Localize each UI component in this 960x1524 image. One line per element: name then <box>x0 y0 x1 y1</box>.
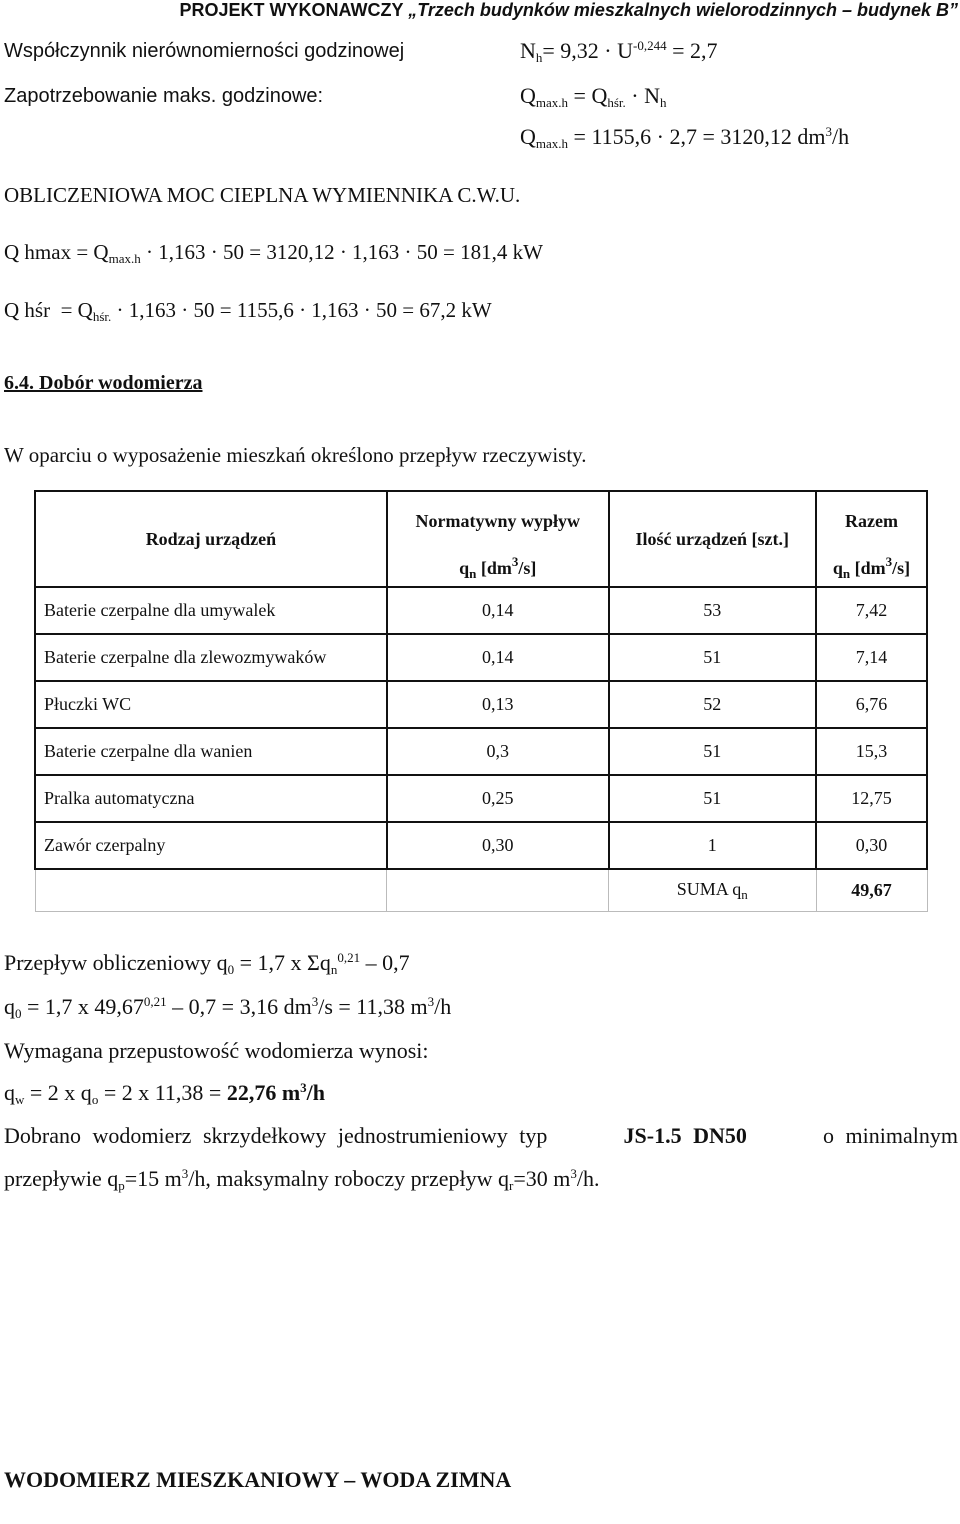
sum-label: SUMA $q_n$ <box>609 869 816 912</box>
row-total: 15,3 <box>816 728 927 775</box>
row-name: Pralka automatyczna <box>35 775 387 822</box>
qmax-label: Zapotrzebowanie maks. godzinowe: <box>4 85 324 107</box>
intro-text: W oparciu o wyposażenie mieszkań określono przepływ rzeczywisty. <box>4 443 587 467</box>
row-total: 7,42 <box>816 587 927 634</box>
flow-formula: Przepływ obliczeniowy $q_0 = 1,7$ x $\Sigma q_n^{0,21} - 0,7$ <box>4 950 410 977</box>
moc-heading: OBLICZENIOWA MOC CIEPLNA WYMIENNIKA C.W.U. <box>4 183 521 207</box>
row-count: 52 <box>609 681 816 728</box>
col-total-unit: $q_n$ $[dm^3/s]$ <box>816 550 927 587</box>
col-norm-header: Normatywny wypływ <box>387 491 609 550</box>
table-header-top <box>35 491 927 550</box>
row-name: Płuczki WC <box>35 681 387 728</box>
col-norm-unit: $q_n$ $[dm^3/s]$ <box>387 550 609 587</box>
row-total: 6,76 <box>816 681 927 728</box>
row-count: 51 <box>609 728 816 775</box>
nh-formula: $N_h= 9,32 \cdot U^{-0,244} = 2,7$ <box>520 38 718 65</box>
row-name: Baterie czerpalne dla wanien <box>35 728 387 775</box>
chosen-line-2: przepływie $q_p=15$ $m^3/h$, maksymalny roboczy przepływ $q_r=30$ $m^3/h$. <box>4 1166 600 1193</box>
qmax-def: $Q_{max.h} = Q_{hśr.} \cdot N_h$ <box>520 83 667 110</box>
chosen-line-1 <box>4 1123 958 1149</box>
row-total: 7,14 <box>816 634 927 681</box>
table-row <box>35 775 927 822</box>
sum-row <box>35 869 927 912</box>
row-count: 53 <box>609 587 816 634</box>
row-total: 12,75 <box>816 775 927 822</box>
row-count: 51 <box>609 775 816 822</box>
chosen-type: JS-1.5 DN50 <box>623 1123 747 1148</box>
row-qn: 0,13 <box>387 681 609 728</box>
footer-heading: WODOMIERZ MIESZKANIOWY – WODA ZIMNA <box>4 1467 512 1492</box>
table-row <box>35 587 927 634</box>
section-heading: 6.4. Dobór wodomierza <box>4 372 203 394</box>
col-count-header: Ilość urządzeń [szt.] <box>609 491 816 587</box>
page-header <box>180 0 958 21</box>
row-name: Baterie czerpalne dla umywalek <box>35 587 387 634</box>
chosen-text-2: o minimalnym <box>823 1123 958 1148</box>
row-name: Baterie czerpalne dla zlewozmywaków <box>35 634 387 681</box>
row-qn: 0,30 <box>387 822 609 869</box>
sum-empty-1 <box>35 869 387 912</box>
chosen-text: Dobrano wodomierz skrzydełkowy jednostrumieniowy typ <box>4 1123 548 1148</box>
row-qn: 0,25 <box>387 775 609 822</box>
header-title: „Trzech budynków mieszkalnych wielorodzinnych – budynek B” <box>408 0 958 20</box>
col-type-header: Rodzaj urządzeń <box>35 491 387 587</box>
row-qn: 0,14 <box>387 587 609 634</box>
sum-empty-2 <box>387 869 609 912</box>
qw-formula: $q_w = 2$ x $q_o = 2$ x 11,38 = 22,76 $m^3/h$ <box>4 1080 325 1107</box>
table-row <box>35 728 927 775</box>
sum-value: 49,67 <box>816 869 927 912</box>
row-count: 51 <box>609 634 816 681</box>
flow-table <box>34 490 928 912</box>
col-total-header: Razem <box>816 491 927 550</box>
required-text: Wymagana przepustowość wodomierza wynosi: <box>4 1038 429 1063</box>
table-row <box>35 634 927 681</box>
qhsr-line: Q hśr = $Q_{hśr.} \cdot 1,163 \cdot 50 = 1155,6 \cdot 1,163 \cdot 50 = 67,2$ kW <box>4 298 492 324</box>
nh-label: Współczynnik nierównomierności godzinowej <box>4 40 405 62</box>
q0-formula: $q_0 = 1,7$ x 49,67$^{0,21}$ – 0,7 = 3,16 $dm^3/s = 11,38$ $m^3/h$ <box>4 994 452 1021</box>
header-prefix: PROJEKT WYKONAWCZY <box>179 0 409 20</box>
qhmax-line: Q $hmax = Q_{max.h} \cdot 1,163 \cdot 50 = 3120,12 \cdot 1,163 \cdot 50 = 181,4$ kW <box>4 240 543 266</box>
row-qn: 0,3 <box>387 728 609 775</box>
qmax-calc: $Q_{max.h} = 1155,6 \cdot 2,7 = 3120,12$ $dm^3/h$ <box>520 124 850 151</box>
row-name: Zawór czerpalny <box>35 822 387 869</box>
table-row <box>35 681 927 728</box>
row-total: 0,30 <box>816 822 927 869</box>
row-count: 1 <box>609 822 816 869</box>
table-row <box>35 822 927 869</box>
row-qn: 0,14 <box>387 634 609 681</box>
